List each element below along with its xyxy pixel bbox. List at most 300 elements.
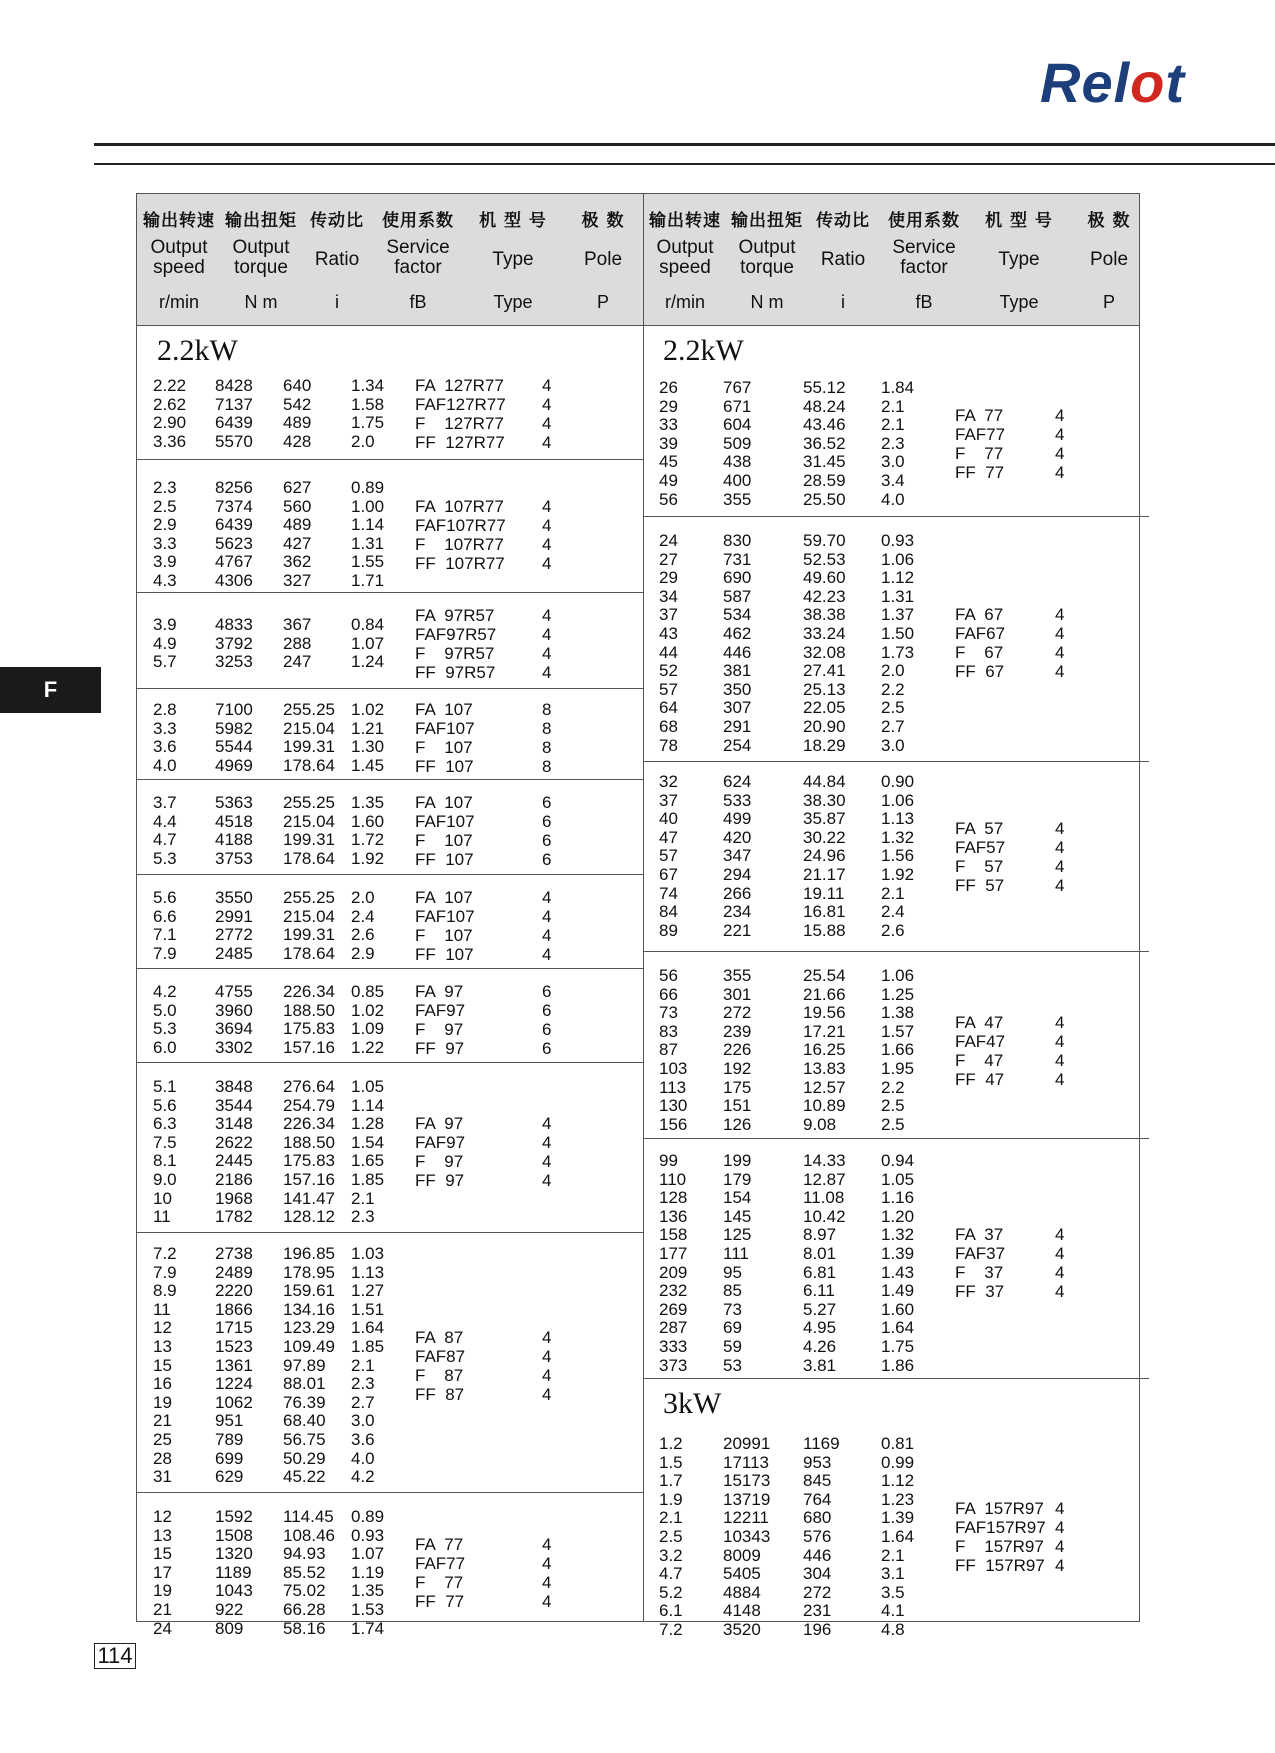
pole-cell: 4: [542, 1553, 552, 1573]
header-unit-left-3: fB: [409, 292, 427, 312]
header-en-line: Type: [998, 249, 1040, 270]
factor-cell: 1.00: [351, 496, 385, 516]
type-cell: FAF107: [415, 907, 475, 926]
ratio-cell: 31.45: [803, 452, 846, 472]
torque-cell: 291: [723, 717, 752, 736]
factor-cell: 1.65: [351, 1151, 385, 1171]
factor-cell: 3.5: [881, 1582, 905, 1602]
torque-cell: 125: [723, 1225, 752, 1245]
type-line: [415, 1328, 643, 1347]
header-en-line: torque: [234, 257, 288, 278]
header-en-right-4: [969, 250, 1069, 270]
speed-cell: 19: [153, 1581, 172, 1601]
table-row: [643, 902, 1149, 921]
speed-cell: 24: [659, 531, 678, 550]
torque-cell: 221: [723, 920, 752, 940]
ratio-cell: 1169: [803, 1434, 840, 1453]
factor-cell: 2.1: [881, 396, 905, 416]
header-en-line: Output: [656, 237, 714, 258]
factor-cell: 1.85: [351, 1170, 385, 1189]
factor-cell: 1.39: [881, 1508, 915, 1528]
ratio-cell: 123.29: [283, 1318, 335, 1338]
header-en-line: Output: [150, 237, 208, 258]
speed-cell: 1.9: [659, 1489, 683, 1509]
torque-cell: 690: [723, 568, 752, 588]
type-cell: FAF127R77: [415, 395, 506, 414]
pole-cell: 4: [542, 624, 552, 644]
ratio-cell: 85.52: [283, 1562, 326, 1582]
factor-cell: 1.22: [351, 1037, 385, 1057]
pole-cell: 4: [542, 515, 552, 535]
pole-cell: 4: [1055, 643, 1065, 663]
torque-cell: 2186: [215, 1170, 253, 1189]
left-group: [137, 326, 643, 459]
type-line: [955, 444, 1149, 463]
factor-cell: 2.3: [351, 1374, 375, 1394]
ratio-cell: 38.30: [803, 790, 846, 810]
speed-cell: 17: [153, 1562, 172, 1582]
torque-cell: 3520: [723, 1620, 761, 1639]
ratio-cell: 4.95: [803, 1318, 837, 1338]
factor-cell: 1.19: [351, 1562, 385, 1582]
torque-cell: 624: [723, 772, 752, 791]
ratio-cell: 16.81: [803, 902, 846, 922]
type-block: [415, 497, 643, 573]
table-row: [643, 736, 1149, 755]
ratio-cell: 6.11: [803, 1281, 835, 1301]
speed-cell: 4.9: [153, 633, 177, 653]
speed-cell: 45: [659, 452, 678, 472]
torque-cell: 3960: [215, 1000, 253, 1020]
speed-cell: 29: [659, 568, 678, 588]
ratio-cell: 56.75: [283, 1430, 326, 1449]
table-header: [137, 194, 1139, 326]
speed-cell: 16: [153, 1374, 172, 1394]
torque-cell: 272: [723, 1003, 752, 1023]
torque-cell: 3848: [215, 1077, 253, 1096]
factor-cell: 2.1: [881, 1545, 905, 1565]
ratio-cell: 11.08: [803, 1188, 845, 1208]
type-block: [415, 982, 643, 1058]
factor-cell: 0.89: [351, 1507, 385, 1526]
ratio-cell: 199.31: [283, 925, 335, 945]
speed-cell: 6.0: [153, 1037, 177, 1057]
ratio-cell: 45.22: [283, 1467, 326, 1487]
torque-cell: 5982: [215, 718, 253, 738]
ratio-cell: 188.50: [283, 1132, 335, 1152]
table-row: [643, 1115, 1149, 1134]
ratio-cell: 134.16: [283, 1299, 335, 1319]
factor-cell: 1.74: [351, 1618, 385, 1638]
ratio-cell: 9.08: [803, 1114, 837, 1134]
pole-cell: 4: [542, 1534, 552, 1554]
torque-cell: 4767: [215, 552, 253, 572]
ratio-cell: 627: [283, 478, 312, 497]
type-line: [415, 1020, 643, 1039]
factor-cell: 1.13: [351, 1262, 385, 1282]
pole-cell: 4: [1055, 443, 1065, 463]
torque-cell: 8428: [215, 376, 253, 395]
header-en-line: Output: [738, 237, 796, 258]
speed-cell: 12: [153, 1507, 172, 1526]
type-cell: FF 107: [415, 757, 474, 776]
header-cn-right-0: 输出转速: [649, 211, 721, 231]
torque-cell: 2991: [215, 906, 253, 926]
ratio-cell: 44.84: [803, 772, 846, 791]
pole-cell: 4: [542, 1114, 552, 1134]
speed-cell: 5.1: [153, 1077, 177, 1096]
factor-cell: 1.66: [881, 1040, 915, 1060]
header-cn-right-1: 输出扭矩: [731, 211, 803, 231]
factor-cell: 1.60: [351, 811, 385, 831]
speed-cell: 6.6: [153, 906, 177, 926]
torque-cell: 604: [723, 415, 752, 435]
torque-cell: 294: [723, 865, 752, 884]
type-cell: FA 97R57: [415, 605, 495, 625]
type-cell: FF 157R97: [955, 1556, 1045, 1576]
torque-cell: 4833: [215, 615, 253, 634]
table-row: [643, 698, 1149, 717]
torque-cell: 301: [723, 984, 752, 1004]
pole-cell: 4: [542, 926, 552, 945]
right-group: [643, 761, 1149, 951]
table-row: [643, 1583, 1149, 1602]
type-cell: FAF107R77: [415, 515, 506, 535]
header-cn-right-2: 传动比: [816, 211, 870, 231]
ratio-cell: 68.40: [283, 1411, 326, 1431]
factor-cell: 3.0: [881, 452, 905, 472]
torque-cell: 1715: [215, 1318, 253, 1338]
factor-cell: 2.5: [881, 1114, 905, 1134]
table-row: [137, 1281, 643, 1300]
ratio-cell: 50.29: [283, 1448, 326, 1468]
header-en-right-2: [807, 250, 879, 270]
speed-cell: 103: [659, 1059, 688, 1078]
factor-cell: 3.0: [351, 1411, 375, 1431]
type-line: [415, 1573, 643, 1592]
torque-cell: 1062: [215, 1392, 253, 1412]
table-row: [643, 1300, 1149, 1319]
speed-cell: 7.1: [153, 925, 177, 945]
speed-cell: 6.3: [153, 1114, 177, 1134]
type-line: [955, 1032, 1149, 1051]
torque-cell: 2738: [215, 1244, 253, 1263]
speed-cell: 37: [659, 605, 678, 625]
table-row: [643, 1151, 1149, 1170]
header-unit-right-0: r/min: [665, 292, 705, 312]
torque-cell: 2485: [215, 943, 253, 963]
ratio-cell: 231: [803, 1601, 832, 1621]
type-cell: FAF47: [955, 1031, 1006, 1051]
type-cell: FAF97R57: [415, 624, 497, 644]
factor-cell: 1.23: [881, 1489, 915, 1509]
torque-cell: 2220: [215, 1281, 253, 1301]
ratio-cell: 32.08: [803, 642, 846, 662]
speed-cell: 8.9: [153, 1281, 177, 1301]
type-cell: FF 97: [415, 1171, 465, 1191]
torque-cell: 17113: [723, 1452, 770, 1472]
table-row: [643, 1188, 1149, 1207]
header-en-line: factor: [394, 257, 442, 278]
factor-cell: 1.39: [881, 1244, 915, 1263]
pole-cell: 8: [542, 757, 552, 776]
speed-cell: 3.9: [153, 615, 177, 634]
speed-cell: 33: [659, 415, 678, 435]
speed-cell: 56: [659, 966, 678, 985]
type-cell: FF 97R57: [415, 662, 496, 682]
pole-cell: 4: [1055, 1244, 1065, 1264]
speed-cell: 66: [659, 984, 678, 1004]
ratio-cell: 159.61: [283, 1281, 335, 1301]
pole-cell: 4: [542, 1327, 552, 1347]
type-line: [955, 1263, 1149, 1282]
factor-cell: 1.06: [881, 790, 915, 810]
pole-cell: 4: [1055, 837, 1065, 857]
left-group: [137, 1062, 643, 1232]
torque-cell: 533: [723, 790, 752, 810]
factor-cell: 1.25: [881, 984, 915, 1004]
ratio-cell: 8.01: [803, 1244, 837, 1263]
pole-cell: 6: [542, 850, 552, 869]
factor-cell: 1.58: [351, 394, 385, 414]
pole-cell: 4: [542, 888, 552, 907]
factor-cell: 1.37: [881, 605, 915, 625]
factor-cell: 1.09: [351, 1019, 385, 1039]
pole-cell: 4: [542, 945, 552, 964]
speed-cell: 11: [153, 1207, 171, 1227]
speed-cell: 2.90: [153, 413, 187, 433]
torque-cell: 462: [723, 624, 752, 643]
speed-cell: 1.5: [659, 1452, 683, 1472]
table-row: [643, 985, 1149, 1004]
pole-cell: 4: [1055, 1225, 1065, 1245]
header-en-right-5: [1069, 250, 1149, 270]
torque-cell: 4148: [723, 1601, 761, 1621]
speed-cell: 287: [659, 1318, 688, 1338]
left-power-label: 2.2kW: [157, 334, 238, 367]
left-group: [137, 1232, 643, 1492]
type-line: [955, 662, 1149, 681]
type-block: [955, 819, 1149, 895]
speed-cell: 68: [659, 717, 678, 736]
factor-cell: 0.90: [881, 772, 915, 791]
speed-cell: 37: [659, 790, 678, 810]
torque-cell: 671: [723, 396, 752, 416]
pole-cell: 4: [542, 1152, 552, 1172]
type-cell: FAF97: [415, 1001, 466, 1020]
factor-cell: 1.50: [881, 624, 915, 643]
torque-cell: 8009: [723, 1545, 761, 1565]
ratio-cell: 276.64: [283, 1077, 335, 1096]
pole-cell: 4: [542, 1171, 552, 1191]
type-line: [415, 663, 643, 682]
factor-cell: 4.2: [351, 1467, 375, 1487]
speed-cell: 11: [153, 1299, 171, 1319]
factor-cell: 1.05: [351, 1077, 385, 1096]
type-line: [415, 1133, 643, 1152]
pole-cell: 4: [542, 907, 552, 926]
torque-cell: 3694: [215, 1019, 253, 1039]
table-row: [643, 772, 1149, 791]
ratio-cell: 109.49: [283, 1337, 335, 1356]
speed-cell: 333: [659, 1337, 688, 1356]
factor-cell: 0.94: [881, 1151, 915, 1170]
type-cell: F 107R77: [415, 534, 504, 554]
type-cell: FA 67: [955, 605, 1004, 625]
right-group: [643, 1378, 1149, 1639]
ratio-cell: 255.25: [283, 700, 335, 719]
ratio-cell: 58.16: [283, 1618, 326, 1638]
pole-cell: 6: [542, 1039, 552, 1058]
type-line: [415, 414, 643, 433]
torque-cell: 307: [723, 698, 752, 718]
type-line: [415, 926, 643, 945]
type-line: [955, 643, 1149, 662]
ratio-cell: 953: [803, 1452, 832, 1472]
factor-cell: 1.05: [881, 1169, 915, 1189]
factor-cell: 1.53: [351, 1600, 385, 1619]
ratio-cell: 157.16: [283, 1170, 335, 1189]
page-number: 114: [94, 1643, 136, 1669]
speed-cell: 232: [659, 1281, 688, 1301]
torque-cell: 922: [215, 1600, 244, 1619]
factor-cell: 2.6: [881, 920, 905, 940]
ratio-cell: 88.01: [283, 1374, 326, 1394]
type-line: [415, 1347, 643, 1366]
speed-cell: 73: [659, 1003, 678, 1023]
ratio-cell: 178.64: [283, 848, 335, 868]
factor-cell: 1.72: [351, 830, 385, 850]
type-cell: FAF87: [415, 1346, 466, 1366]
speed-cell: 7.5: [153, 1132, 177, 1152]
ratio-cell: 489: [283, 413, 312, 433]
torque-cell: 629: [215, 1467, 244, 1487]
right-power-label: 2.2kW: [663, 334, 744, 367]
header-cn-right-5: 极 数: [1087, 211, 1131, 231]
torque-cell: 234: [723, 902, 752, 922]
header-unit-left-4: Type: [493, 292, 533, 312]
header-rule-top: [94, 143, 1275, 146]
factor-cell: 3.1: [881, 1564, 905, 1584]
type-line: [955, 876, 1149, 895]
ratio-cell: 560: [283, 496, 312, 516]
torque-cell: 175: [723, 1077, 752, 1097]
speed-cell: 83: [659, 1021, 678, 1041]
header-en-left-0: [137, 238, 221, 278]
pole-cell: 4: [1055, 818, 1065, 838]
pole-cell: 6: [542, 793, 552, 812]
torque-cell: 53: [723, 1355, 742, 1375]
ratio-cell: 15.88: [803, 920, 846, 940]
type-block: [415, 1328, 643, 1404]
table-row: [137, 571, 643, 590]
type-cell: FAF37: [955, 1244, 1006, 1264]
pole-cell: 4: [1055, 605, 1065, 625]
speed-cell: 136: [659, 1206, 688, 1226]
header-en-line: Pole: [1089, 249, 1129, 270]
right-group: [643, 326, 1149, 516]
header-unit-left-0: r/min: [159, 292, 199, 312]
type-cell: FAF57: [955, 837, 1006, 857]
speed-cell: 3.9: [153, 552, 177, 572]
ratio-cell: 3.81: [803, 1355, 837, 1375]
speed-cell: 7.9: [153, 1262, 177, 1282]
factor-cell: 1.35: [351, 1581, 385, 1601]
speed-cell: 74: [659, 883, 678, 903]
pole-cell: 4: [542, 376, 552, 395]
type-line: [955, 1518, 1149, 1537]
ratio-cell: 43.46: [803, 415, 846, 435]
type-line: [415, 907, 643, 926]
ratio-cell: 16.25: [803, 1040, 846, 1060]
speed-cell: 2.62: [153, 394, 187, 414]
type-line: [415, 1152, 643, 1171]
type-line: [415, 1001, 643, 1020]
type-block: [955, 1499, 1149, 1575]
speed-cell: 8.1: [153, 1151, 177, 1171]
torque-cell: 226: [723, 1040, 752, 1060]
factor-cell: 1.84: [881, 378, 915, 397]
speed-cell: 113: [659, 1077, 687, 1097]
table-row: [643, 1337, 1149, 1356]
ratio-cell: 76.39: [283, 1392, 326, 1412]
ratio-cell: 215.04: [283, 811, 335, 831]
speed-cell: 32: [659, 772, 678, 791]
speed-cell: 15: [153, 1544, 172, 1564]
factor-cell: 1.71: [351, 571, 385, 590]
ratio-cell: 14.33: [803, 1151, 846, 1170]
speed-cell: 1.2: [659, 1434, 683, 1453]
type-cell: FF 127R77: [415, 433, 505, 452]
ratio-cell: 17.21: [803, 1021, 846, 1041]
torque-cell: 6439: [215, 515, 253, 535]
factor-cell: 1.56: [881, 846, 915, 866]
table-row: [137, 1411, 643, 1430]
table-row: [137, 1244, 643, 1263]
pole-cell: 4: [542, 1365, 552, 1385]
speed-cell: 31: [153, 1467, 172, 1487]
torque-cell: 154: [723, 1188, 752, 1208]
type-cell: F 97: [415, 1020, 464, 1039]
type-line: [415, 982, 643, 1001]
torque-cell: 587: [723, 586, 752, 606]
ratio-cell: 52.53: [803, 549, 846, 569]
speed-cell: 25: [153, 1430, 172, 1449]
speed-cell: 87: [659, 1040, 678, 1060]
type-cell: FF 47: [955, 1069, 1005, 1089]
torque-cell: 3544: [215, 1095, 253, 1115]
type-cell: FAF97: [415, 1133, 466, 1153]
header-en-left-3: [373, 238, 463, 278]
header-en-line: Service: [892, 237, 956, 258]
pole-cell: 4: [1055, 424, 1065, 444]
speed-cell: 1.7: [659, 1471, 683, 1491]
table-row: [643, 587, 1149, 606]
type-cell: F 107: [415, 831, 473, 850]
type-block: [415, 1535, 643, 1611]
ratio-cell: 196.85: [283, 1244, 335, 1263]
factor-cell: 1.51: [351, 1299, 385, 1319]
ratio-cell: 21.66: [803, 984, 846, 1004]
torque-cell: 1361: [215, 1355, 253, 1375]
type-cell: FF 37: [955, 1282, 1005, 1302]
type-line: [415, 376, 643, 395]
type-line: [415, 700, 643, 719]
ratio-cell: 25.13: [803, 679, 846, 699]
factor-cell: 2.0: [881, 661, 905, 681]
type-cell: FAF67: [955, 624, 1006, 644]
factor-cell: 2.2: [881, 679, 905, 699]
